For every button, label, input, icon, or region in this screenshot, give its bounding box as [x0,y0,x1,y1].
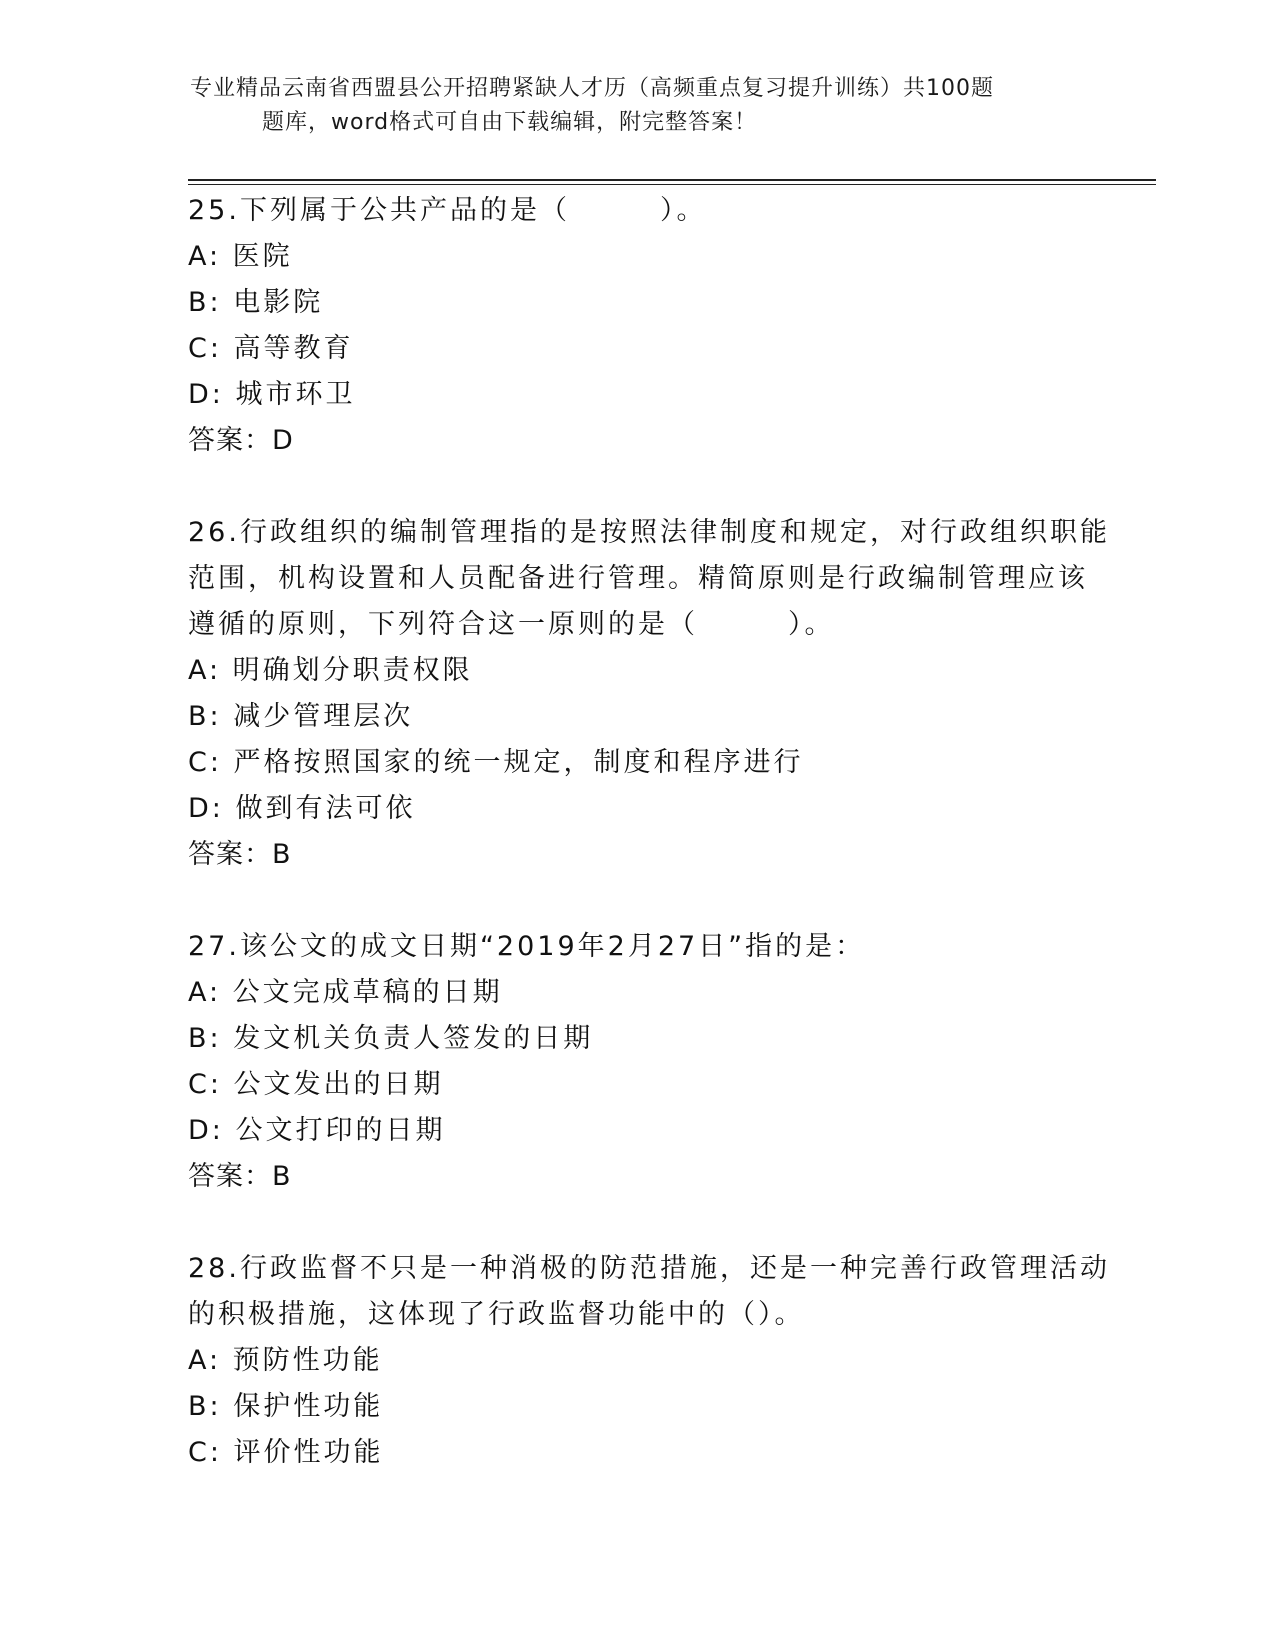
question-stem: 范围，机构设置和人员配备进行管理。精简原则是行政编制管理应该 [188,563,1088,594]
option-b: B: 减少管理层次 [188,701,414,732]
option-b: B: 发文机关负责人签发的日期 [188,1023,594,1054]
option-a: A: 明确划分职责权限 [188,655,473,686]
option-c: C: 公文发出的日期 [188,1069,444,1100]
question-28 [188,1246,1110,1476]
option-d: D: 公文打印的日期 [188,1115,446,1146]
question-stem: 遵循的原则，下列符合这一原则的是（ ）。 [188,609,835,640]
header-divider-thick [188,179,1156,181]
option-c: C: 严格按照国家的统一规定，制度和程序进行 [188,747,804,778]
document-header [190,72,1070,140]
option-a: A: 预防性功能 [188,1345,383,1376]
option-b: B: 电影院 [188,287,324,318]
question-stem: 26.行政组织的编制管理指的是按照法律制度和规定，对行政组织职能 [188,517,1110,548]
question-25 [188,188,1088,510]
question-stem: 的积极措施，这体现了行政监督功能中的（）。 [188,1299,805,1330]
answer-label: 答案：B [188,1161,292,1192]
header-title-line2: 题库，word格式可自由下载编辑，附完整答案！ [262,110,758,135]
answer-label: 答案：B [188,839,292,870]
question-27 [188,924,1088,1246]
answer-label: 答案：D [188,425,294,456]
option-a: A: 医院 [188,241,293,272]
option-d: D: 城市环卫 [188,379,356,410]
question-stem: 25.下列属于公共产品的是（ ）。 [188,195,707,226]
question-stem: 27.该公文的成文日期“2019年2月27日”指的是： [188,931,866,962]
option-c: C: 高等教育 [188,333,354,364]
option-d: D: 做到有法可依 [188,793,416,824]
question-list [188,188,1110,1476]
question-stem: 28.行政监督不只是一种消极的防范措施，还是一种完善行政管理活动 [188,1253,1110,1284]
option-b: B: 保护性功能 [188,1391,384,1422]
option-a: A: 公文完成草稿的日期 [188,977,503,1008]
question-26 [188,510,1110,924]
header-divider-thin [188,184,1156,185]
header-title-line1: 专业精品云南省西盟县公开招聘紧缺人才历（高频重点复习提升训练）共100题 [190,76,994,101]
option-c: C: 评价性功能 [188,1437,384,1468]
